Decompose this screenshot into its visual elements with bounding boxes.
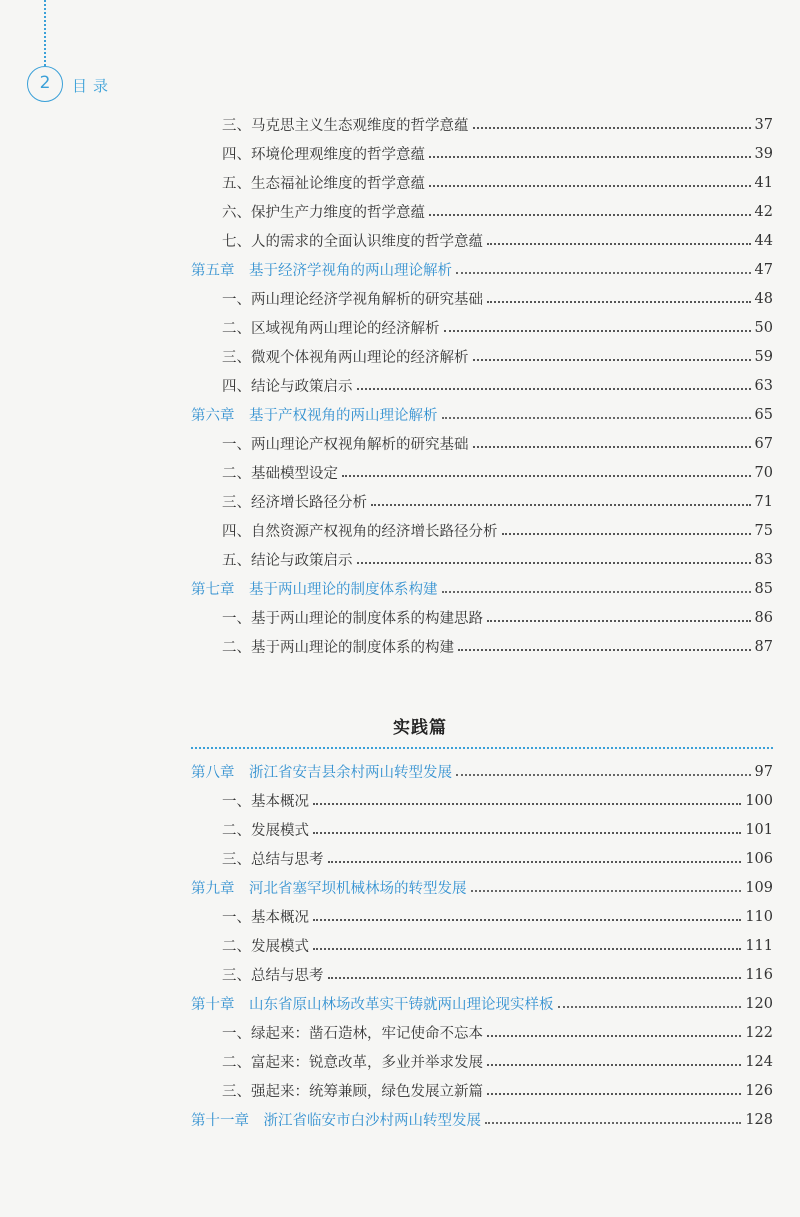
toc-section-entry[interactable] [0,1076,800,1105]
dot-leader [313,803,741,805]
toc-section-entry[interactable] [0,313,800,342]
toc-entry-title: 三、总结与思考 [222,852,324,868]
dot-leader [313,832,741,834]
toc-page-number: 59 [754,348,773,365]
toc-page-number: 97 [754,763,773,780]
dot-leader [357,388,751,390]
toc-entry-title: 二、发展模式 [222,939,309,955]
toc-entry-title: 一、基本概况 [222,794,309,810]
toc-page-number: 71 [754,493,773,510]
toc-entry-title: 第八章 浙江省安吉县余村两山转型发展 [191,765,452,781]
toc-section-entry[interactable] [0,1047,800,1076]
running-header-title: 目录 [72,77,115,95]
table-of-contents [0,110,800,1134]
toc-page-number: 128 [745,1111,773,1128]
toc-section-entry[interactable] [0,342,800,371]
dot-leader [487,301,751,303]
toc-section-entry[interactable] [0,226,800,255]
toc-page-number: 44 [754,232,773,249]
toc-entry-title: 三、微观个体视角两山理论的经济解析 [222,350,469,366]
toc-page-number: 75 [754,522,773,539]
toc-page-number: 47 [754,261,773,278]
dot-leader [429,214,751,216]
toc-entry-title: 二、基础模型设定 [222,466,338,482]
toc-page-number: 39 [754,145,773,162]
toc-entry-title: 一、两山理论产权视角解析的研究基础 [222,437,469,453]
toc-entry-title: 七、人的需求的全面认识维度的哲学意蕴 [222,234,483,250]
dot-leader [442,417,751,419]
toc-page-number: 42 [754,203,773,220]
toc-section-entry[interactable] [0,139,800,168]
dot-leader [487,1035,741,1037]
toc-page-number: 37 [754,116,773,133]
toc-section-entry[interactable] [0,284,800,313]
dot-leader [485,1122,741,1124]
toc-section-entry[interactable] [0,786,800,815]
dot-leader [473,127,751,129]
toc-page-number: 48 [754,290,773,307]
toc-page-number: 109 [745,879,773,896]
dot-leader [328,861,742,863]
dot-leader [473,446,751,448]
toc-entry-title: 一、两山理论经济学视角解析的研究基础 [222,292,483,308]
dot-leader [342,475,751,477]
toc-page-number: 124 [745,1053,773,1070]
toc-section-entry[interactable] [0,371,800,400]
toc-entry-title: 第七章 基于两山理论的制度体系构建 [191,582,438,598]
toc-section-entry[interactable] [0,902,800,931]
toc-chapter-entry[interactable] [0,873,800,902]
toc-entry-title: 第十一章 浙江省临安市白沙村两山转型发展 [191,1113,481,1129]
toc-page-number: 122 [745,1024,773,1041]
toc-section-entry[interactable] [0,815,800,844]
toc-page-number: 110 [745,908,773,925]
dot-leader [487,620,751,622]
toc-page-number: 101 [745,821,773,838]
dot-leader [487,1093,741,1095]
toc-section-entry[interactable] [0,458,800,487]
toc-page-number: 67 [754,435,773,452]
page-number: 2 [39,73,51,93]
toc-group-theory [0,110,800,661]
toc-section-entry[interactable] [0,603,800,632]
dot-leader [456,774,751,776]
toc-section-entry[interactable] [0,487,800,516]
part-title: 实践篇 [393,718,447,738]
toc-entry-title: 二、发展模式 [222,823,309,839]
dotted-margin-line [44,0,46,66]
toc-page-number: 70 [754,464,773,481]
toc-entry-title: 第五章 基于经济学视角的两山理论解析 [191,263,452,279]
toc-entry-title: 第九章 河北省塞罕坝机械林场的转型发展 [191,881,467,897]
dot-leader [444,330,751,332]
toc-entry-title: 三、经济增长路径分析 [222,495,367,511]
dot-leader [456,272,751,274]
toc-entry-title: 二、富起来：锐意改革，多业并举求发展 [222,1055,483,1071]
toc-entry-title: 四、环境伦理观维度的哲学意蕴 [222,147,425,163]
toc-entry-title: 三、总结与思考 [222,968,324,984]
toc-section-entry[interactable] [0,197,800,226]
toc-entry-title: 二、区域视角两山理论的经济解析 [222,321,440,337]
dot-leader [429,185,751,187]
toc-page-number: 50 [754,319,773,336]
toc-chapter-entry[interactable] [0,989,800,1018]
dot-leader [313,919,741,921]
toc-entry-title: 六、保护生产力维度的哲学意蕴 [222,205,425,221]
toc-section-entry[interactable] [0,960,800,989]
toc-page-number: 126 [745,1082,773,1099]
toc-page-number: 63 [754,377,773,394]
dot-leader [328,977,742,979]
toc-page-number: 87 [754,638,773,655]
toc-entry-title: 四、自然资源产权视角的经济增长路径分析 [222,524,498,540]
toc-group-practice [0,757,800,1134]
toc-entry-title: 第十章 山东省原山林场改革实干铸就两山理论现实样板 [191,997,554,1013]
toc-entry-title: 五、结论与政策启示 [222,553,353,569]
toc-section-entry[interactable] [0,1018,800,1047]
toc-entry-title: 第六章 基于产权视角的两山理论解析 [191,408,438,424]
toc-chapter-entry[interactable] [0,400,800,429]
toc-section-entry[interactable] [0,931,800,960]
toc-entry-title: 四、结论与政策启示 [222,379,353,395]
toc-entry-title: 二、基于两山理论的制度体系的构建 [222,640,454,656]
dot-leader [487,243,751,245]
toc-page-number: 106 [745,850,773,867]
toc-section-entry[interactable] [0,429,800,458]
toc-section-entry[interactable] [0,844,800,873]
toc-entry-title: 三、马克思主义生态观维度的哲学意蕴 [222,118,469,134]
toc-page-number: 100 [745,792,773,809]
page-number-badge [27,66,63,102]
toc-chapter-entry[interactable] [0,574,800,603]
toc-section-entry[interactable] [0,632,800,661]
toc-page-number: 111 [745,937,773,954]
toc-entry-title: 五、生态福祉论维度的哲学意蕴 [222,176,425,192]
dot-leader [357,562,751,564]
toc-entry-title: 一、绿起来：凿石造林，牢记使命不忘本 [222,1026,483,1042]
dot-leader [487,1064,741,1066]
toc-page-number: 85 [754,580,773,597]
toc-page-number: 65 [754,406,773,423]
toc-section-entry[interactable] [0,110,800,139]
dot-leader [558,1006,742,1008]
toc-page-number: 116 [745,966,773,983]
toc-chapter-entry[interactable] [0,757,800,786]
toc-chapter-entry[interactable] [0,255,800,284]
dot-leader [371,504,751,506]
toc-entry-title: 一、基于两山理论的制度体系的构建思路 [222,611,483,627]
toc-page-number: 41 [754,174,773,191]
toc-section-entry[interactable] [0,168,800,197]
dot-leader [458,649,751,651]
toc-entry-title: 三、强起来：统筹兼顾，绿色发展立新篇 [222,1084,483,1100]
dot-leader [471,890,742,892]
toc-section-entry[interactable] [0,516,800,545]
dot-leader [429,156,751,158]
dot-leader [473,359,751,361]
part-divider [191,747,773,749]
toc-chapter-entry[interactable] [0,1105,800,1134]
toc-page-number: 83 [754,551,773,568]
dot-leader [442,591,751,593]
dot-leader [313,948,741,950]
toc-section-entry[interactable] [0,545,800,574]
toc-page-number: 86 [754,609,773,626]
dot-leader [502,533,751,535]
toc-entry-title: 一、基本概况 [222,910,309,926]
toc-page-number: 120 [745,995,773,1012]
